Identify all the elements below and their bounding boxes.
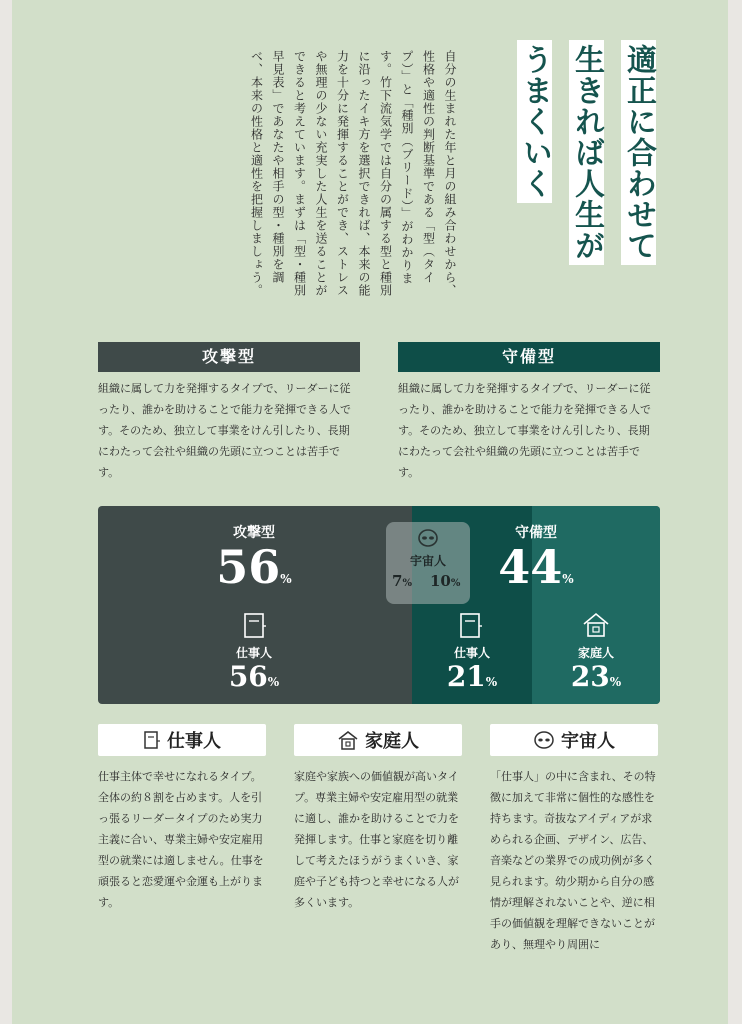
page (12, 0, 728, 1024)
notebook-icon (458, 612, 484, 640)
lead-text: 自分の生まれた年と月の組み合わせから、性格や適性の判断基準である「型（タイプ）」と「種別（ブリード）」がわかります。竹下流気学では自分の属する型と種別に沿ったイキ方を選択できれば、本来の能力を十分に発揮することができ、ストレスや無理の少ない充実した人生を送ることができると考えています。まずは「型・種別 早見表」であなたや相手の型・種別を調べ、本来の性格と適性を把握しましょう。 (249, 50, 457, 297)
worker-card-text: 仕事主体で幸せになれるタイプ。全体の約８割を占めます。人を引っ張るリーダータイプのため実力主義に合い、専業主婦や安定雇用型の就業には適しません。仕事を頑張ると恋愛運や金運も上がります。 (98, 770, 264, 909)
worker-attack-label: 仕事人 (235, 646, 272, 660)
defense-description: 組織に属して力を発揮するタイプで、リーダーに従ったり、誰かを助けることで能力を発揮できる人です。そのため、独立して事業をけん引したり、長期にわたって会社や組織の先頭に立つことは苦手です。 (398, 382, 651, 479)
cosmic-attack-value: 7% (392, 572, 412, 590)
title-line-3: うまくいく (516, 40, 552, 290)
defense-header: 守備型 (398, 342, 660, 372)
house-icon (337, 730, 359, 750)
attack-stat-label: 攻撃型 (233, 525, 275, 541)
alien-card-header: 宇宙人 (490, 724, 658, 756)
title-line-2: 生きれば人生が (568, 40, 604, 290)
notebook-icon (143, 730, 161, 750)
attack-description: 組織に属して力を発揮するタイプで、リーダーに従ったり、誰かを助けることで能力を発揮できる人です。そのため、独立して事業をけん引したり、長期にわたって会社や組織の先頭に立つことは苦手です。 (98, 382, 351, 479)
house-icon (582, 612, 610, 638)
cosmic-stat-label: 宇宙人 (409, 554, 446, 568)
alien-icon (533, 730, 555, 750)
worker-defense-label: 仕事人 (453, 646, 490, 660)
type-ratio-panel (98, 506, 660, 704)
worker-card-header: 仕事人 (98, 724, 266, 756)
family-card-text: 家庭や家族への価値観が高いタイプ。専業主婦や安定雇用型の就業に適し、誰かを助けることで力を発揮します。仕事と家庭を切り離して考えたほうがうまくいき、家庭や子ども持つと幸せになる人が多くいます。 (294, 770, 459, 909)
defense-stat-value: 44% (498, 540, 574, 594)
worker-defense-value: 21% (446, 660, 498, 693)
notebook-icon (242, 612, 268, 640)
worker-attack-value: 56% (228, 660, 280, 693)
attack-stat-value: 56% (216, 540, 292, 594)
family-label: 家庭人 (577, 646, 614, 660)
alien-icon (417, 528, 439, 548)
cosmic-defense-value: 10% (430, 572, 461, 590)
title-line-1: 適正に合わせて (620, 40, 656, 290)
alien-card-text: 「仕事人」の中に含まれ、その特徴に加えて非常に個性的な感性を持ちます。奇抜なアイディアが求められる企画、デザイン、広告、音楽などの業界での成功例が多く見られます。幼少期から自分の感情が理解されないことや、逆に相手の価値観を理解できないことがあり、無理やり周囲に (490, 770, 656, 951)
defense-stat-label: 守備型 (515, 525, 557, 541)
cosmic-stat-box (386, 522, 470, 604)
family-card-header: 家庭人 (294, 724, 462, 756)
attack-header: 攻撃型 (98, 342, 360, 372)
family-value: 23% (570, 660, 622, 693)
